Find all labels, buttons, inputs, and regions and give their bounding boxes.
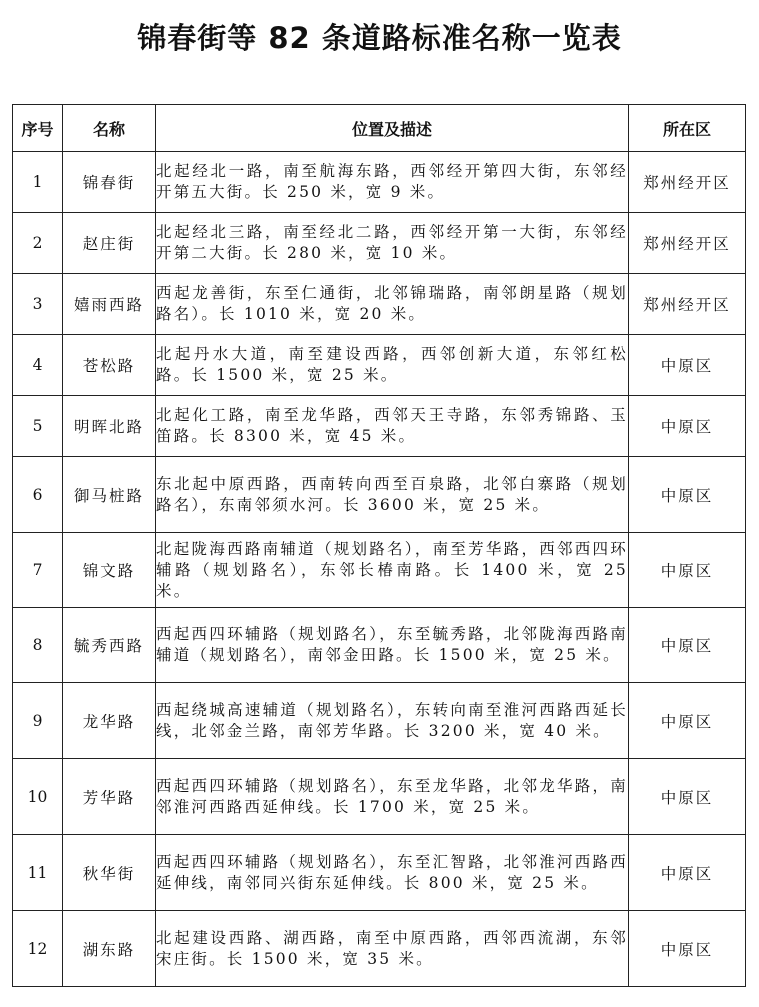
table-row	[13, 274, 746, 335]
cell-description: 北起化工路，南至龙华路，西邻天王寺路，东邻秀锦路、玉笛路。长 8300 米，宽 45 米。	[156, 396, 629, 457]
header-name: 名称	[63, 105, 156, 152]
cell-description: 西起西四环辅路（规划路名），东至汇智路，北邻淮河西路西延伸线，南邻同兴街东延伸线。长 800 米，宽 25 米。	[156, 835, 629, 911]
header-description: 位置及描述	[156, 105, 629, 152]
cell-district: 中原区	[629, 335, 746, 396]
table-row	[13, 457, 746, 533]
cell-name: 赵庄街	[63, 213, 156, 274]
table-row	[13, 608, 746, 683]
cell-no: 8	[13, 608, 63, 683]
cell-no: 3	[13, 274, 63, 335]
page-title: 锦春街等 82 条道路标准名称一览表	[137, 21, 622, 55]
cell-district: 中原区	[629, 759, 746, 835]
cell-no: 2	[13, 213, 63, 274]
cell-district: 中原区	[629, 533, 746, 608]
cell-no: 4	[13, 335, 63, 396]
cell-name: 嬉雨西路	[63, 274, 156, 335]
cell-name: 锦春街	[63, 152, 156, 213]
cell-no: 5	[13, 396, 63, 457]
cell-district: 郑州经开区	[629, 274, 746, 335]
cell-name: 苍松路	[63, 335, 156, 396]
cell-no: 1	[13, 152, 63, 213]
table-row	[13, 759, 746, 835]
header-district: 所在区	[629, 105, 746, 152]
cell-no: 12	[13, 911, 63, 987]
cell-description: 西起龙善街，东至仁通街，北邻锦瑞路，南邻朗星路（规划路名）。长 1010 米，宽 20 米。	[156, 274, 629, 335]
cell-name: 锦文路	[63, 533, 156, 608]
cell-name: 湖东路	[63, 911, 156, 987]
cell-district: 中原区	[629, 608, 746, 683]
cell-no: 7	[13, 533, 63, 608]
cell-name: 明晖北路	[63, 396, 156, 457]
cell-description: 西起绕城高速辅道（规划路名），东转向南至淮河西路西延长线，北邻金兰路，南邻芳华路。长 3200 米，宽 40 米。	[156, 683, 629, 759]
table-header-row	[13, 105, 746, 152]
table-row	[13, 683, 746, 759]
cell-description: 东北起中原西路，西南转向西至百泉路，北邻白寨路（规划路名），东南邻须水河。长 3600 米，宽 25 米。	[156, 457, 629, 533]
header-no: 序号	[13, 105, 63, 152]
cell-name: 芳华路	[63, 759, 156, 835]
cell-district: 中原区	[629, 396, 746, 457]
cell-name: 秋华街	[63, 835, 156, 911]
cell-no: 10	[13, 759, 63, 835]
cell-no: 6	[13, 457, 63, 533]
cell-district: 中原区	[629, 835, 746, 911]
cell-description: 北起建设西路、湖西路，南至中原西路，西邻西流湖，东邻宋庄街。长 1500 米，宽 35 米。	[156, 911, 629, 987]
cell-name: 毓秀西路	[63, 608, 156, 683]
cell-district: 郑州经开区	[629, 213, 746, 274]
table-row	[13, 533, 746, 608]
cell-name: 龙华路	[63, 683, 156, 759]
cell-description: 西起西四环辅路（规划路名），东至毓秀路，北邻陇海西路南辅道（规划路名），南邻金田路。长 1500 米，宽 25 米。	[156, 608, 629, 683]
cell-district: 中原区	[629, 911, 746, 987]
cell-district: 中原区	[629, 457, 746, 533]
cell-no: 9	[13, 683, 63, 759]
cell-district: 郑州经开区	[629, 152, 746, 213]
table-row	[13, 213, 746, 274]
cell-district: 中原区	[629, 683, 746, 759]
cell-description: 北起经北一路，南至航海东路，西邻经开第四大街，东邻经开第五大街。长 250 米，宽 9 米。	[156, 152, 629, 213]
cell-description: 北起陇海西路南辅道（规划路名），南至芳华路，西邻西四环辅路（规划路名），东邻长椿南路。长 1400 米，宽 25 米。	[156, 533, 629, 608]
cell-name: 御马桩路	[63, 457, 156, 533]
table-row	[13, 152, 746, 213]
table-row	[13, 335, 746, 396]
table-row	[13, 396, 746, 457]
table-row	[13, 835, 746, 911]
table-row	[13, 911, 746, 987]
cell-description: 北起经北三路，南至经北二路，西邻经开第一大街，东邻经开第二大街。长 280 米，宽 10 米。	[156, 213, 629, 274]
cell-description: 西起西四环辅路（规划路名），东至龙华路，北邻龙华路，南邻淮河西路西延伸线。长 1700 米，宽 25 米。	[156, 759, 629, 835]
cell-no: 11	[13, 835, 63, 911]
road-names-table	[12, 104, 746, 987]
cell-description: 北起丹水大道，南至建设西路，西邻创新大道，东邻红松路。长 1500 米，宽 25 米。	[156, 335, 629, 396]
